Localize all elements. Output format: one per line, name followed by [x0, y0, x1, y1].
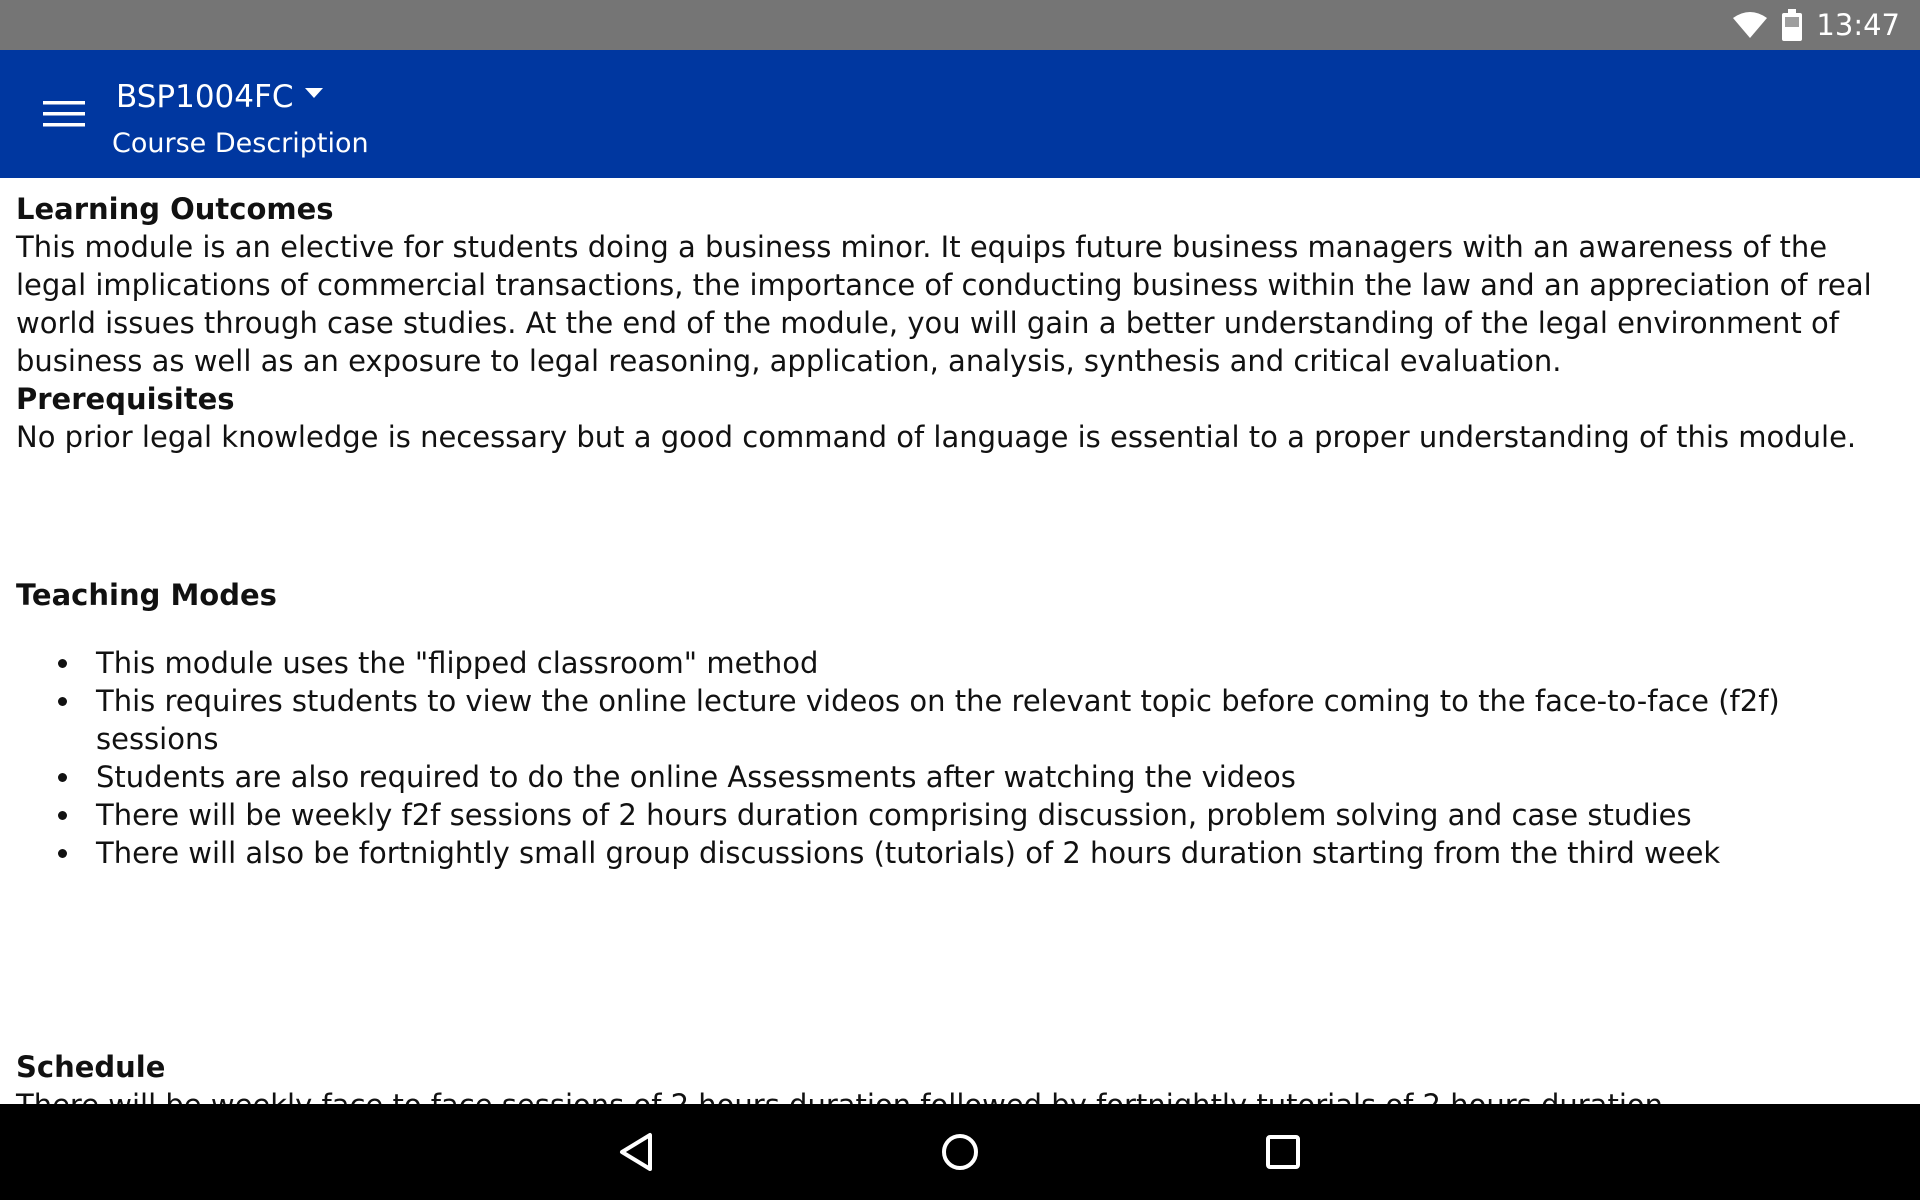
status-time: 13:47 [1816, 8, 1900, 42]
menu-button[interactable] [32, 86, 96, 142]
course-description-content[interactable] [16, 178, 1896, 1104]
back-button[interactable] [606, 1124, 666, 1180]
battery-icon [1782, 9, 1802, 41]
wifi-icon [1732, 10, 1768, 40]
list-item: This module uses the "flipped classroom" method [80, 644, 1896, 682]
navigation-bar [0, 1104, 1920, 1200]
home-button[interactable] [930, 1124, 990, 1180]
list-item: This requires students to view the online lecture videos on the relevant topic before coming to the face-to-face (f2f) sessions [80, 682, 1896, 758]
home-circle-icon [940, 1132, 980, 1172]
teaching-modes-heading: Teaching Modes [16, 578, 277, 612]
learning-outcomes-heading: Learning Outcomes [16, 192, 334, 226]
list-item: There will be weekly f2f sessions of 2 hours duration comprising discussion, problem solving and case studies [80, 796, 1896, 834]
learning-outcomes-section [16, 178, 1896, 380]
schedule-section [16, 872, 1896, 1124]
learning-outcomes-body: This module is an elective for students doing a business minor. It equips future business managers with an awareness of the legal implications of commercial transactions, the importance of conducting business within the law and an appreciation of real world issues through case studies. At the end of the module, you will gain a better understanding of the legal environment of business as well as an exposure to legal reasoning, application, analysis, synthesis and critical evaluation. [16, 230, 1872, 378]
prerequisites-body: No prior legal knowledge is necessary but a good command of language is essential to a proper understanding of this module. [16, 420, 1857, 454]
recents-button[interactable] [1253, 1124, 1313, 1180]
list-item: Students are also required to do the online Assessments after watching the videos [80, 758, 1896, 796]
status-bar [0, 0, 1920, 50]
teaching-modes-list [16, 644, 1896, 872]
recents-square-icon [1265, 1134, 1301, 1170]
app-bar [0, 50, 1920, 178]
back-triangle-icon [618, 1132, 654, 1172]
prerequisites-section [16, 380, 1896, 456]
list-item: There will also be fortnightly small group discussions (tutorials) of 2 hours duration starting from the third week [80, 834, 1896, 872]
course-code: BSP1004FC [116, 79, 294, 115]
status-icons [1732, 0, 1900, 50]
schedule-heading: Schedule [16, 1050, 166, 1084]
dropdown-caret-icon [305, 88, 323, 98]
teaching-modes-section [16, 456, 1896, 872]
prerequisites-heading: Prerequisites [16, 382, 235, 416]
page-subtitle: Course Description [112, 128, 369, 159]
course-selector-dropdown[interactable] [116, 74, 323, 120]
hamburger-menu-icon [43, 99, 85, 129]
